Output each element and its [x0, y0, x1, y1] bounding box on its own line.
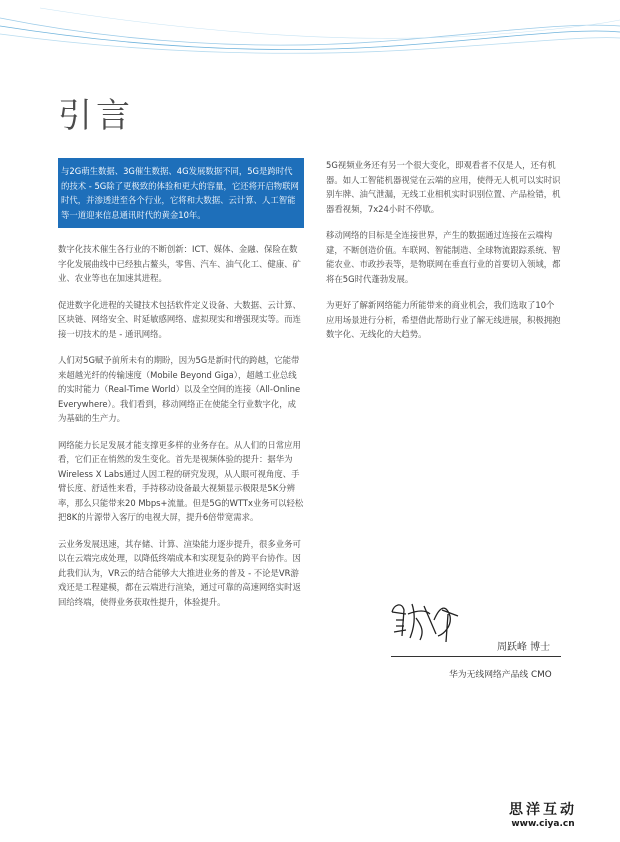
- paragraph: 数字化技术催生各行业的不断创新：ICT、媒体、金融、保险在数字化发展曲线中已经独占鳌头，零售、汽车、油气化工、健康、矿业、农业等也在加速其进程。: [58, 244, 301, 283]
- watermark-text: 思洋互动: [509, 802, 577, 818]
- paragraph: 云业务发展迅速，其存储、计算、渲染能力逐步提升，很多业务可以在云端完成处理，以降低终端成本和实现复杂的跨平台协作。因此我们认为，VR云的结合能够大大推进业务的普及 - 不论是VR游戏还是工程建模，都在云端进行渲染，通过可靠的高速网络实时返回给终端，使得业务获取性提升，体验提升。: [58, 538, 301, 607]
- paragraph: 5G视频业务还有另一个很大变化，即观看者不仅是人，还有机器。如人工智能机器视觉在云端的应用，使得无人机可以实时识别车牌、油气泄漏，无线工业相机实时识别位置、产品检错，机器看视频，7x24小时不停歇。: [326, 160, 561, 214]
- paragraph: 促进数字化进程的关键技术包括软件定义设备、大数据、云计算、区块链、网络安全、时延敏感网络、虚拟现实和增强现实等。而连接一切技术的是 - 通讯网络。: [58, 299, 301, 339]
- highlight-box: 与2G萌生数据、3G催生数据、4G发展数据不同，5G是跨时代的技术 - 5G除了更极致的体验和更大的容量，它还将开启物联网时代，并渗透进至各个行业，它将和大数据、云计算、人工智能等一道迎来信息通讯时代的黄金10年。: [58, 158, 304, 228]
- paragraph: 为更好了解新网络能力所能带来的商业机会，我们选取了10个应用场景进行分析，希望借此帮助行业了解无线进展，积极拥抱数字化、无线化的大趋势。: [326, 300, 561, 339]
- left-column: [58, 158, 304, 621]
- right-column: [326, 158, 562, 354]
- handwritten-signature: [384, 596, 464, 644]
- paragraph: 网络能力长足发展才能支撑更多样的业务存在。从人们的日常应用看，它们正在悄然的发生变化。首先是视频体验的提升：据华为Wireless X Labs通过人因工程的研究发现，从人眼可视角度、手臂长度、舒适性来看，手持移动设备最大视频显示极限是5K分辨率，那么只能带来20 Mbps+流量。但是5G的WTTx业务可以轻松把8K的片源带入客厅的电视大屏，提升6倍带宽需求。: [58, 439, 304, 522]
- paragraph: 移动网络的目标是全连接世界，产生的数据通过连接在云端构建，不断创造价值。车联网、智能制造、全球物流跟踪系统、智能农业、市政抄表等，是物联网在垂直行业的首要切入领域，都将在5G时代蓬勃发展。: [326, 230, 561, 284]
- signature-divider: [391, 656, 561, 657]
- watermark-logo: [509, 802, 577, 830]
- signatory-name: 周跃峰 博士: [497, 642, 551, 653]
- paragraph: 人们对5G赋予前所未有的期盼，因为5G是新时代的跨越，它能带来超越光纤的传输速度（Mobile Beyond Giga），超越工业总线的实时能力（Real-Time World）以及全空间的连接（All-Online Everywhere）。我们看到，移动网络正在使能全行业数字化，成为基础的生产力。: [58, 355, 301, 423]
- page-title: 引言: [58, 96, 134, 136]
- watermark-url: www.ciya.cn: [511, 819, 575, 829]
- signatory-title: 华为无线网络产品线 CMO: [449, 670, 552, 680]
- header-wave-decoration: [0, 0, 620, 70]
